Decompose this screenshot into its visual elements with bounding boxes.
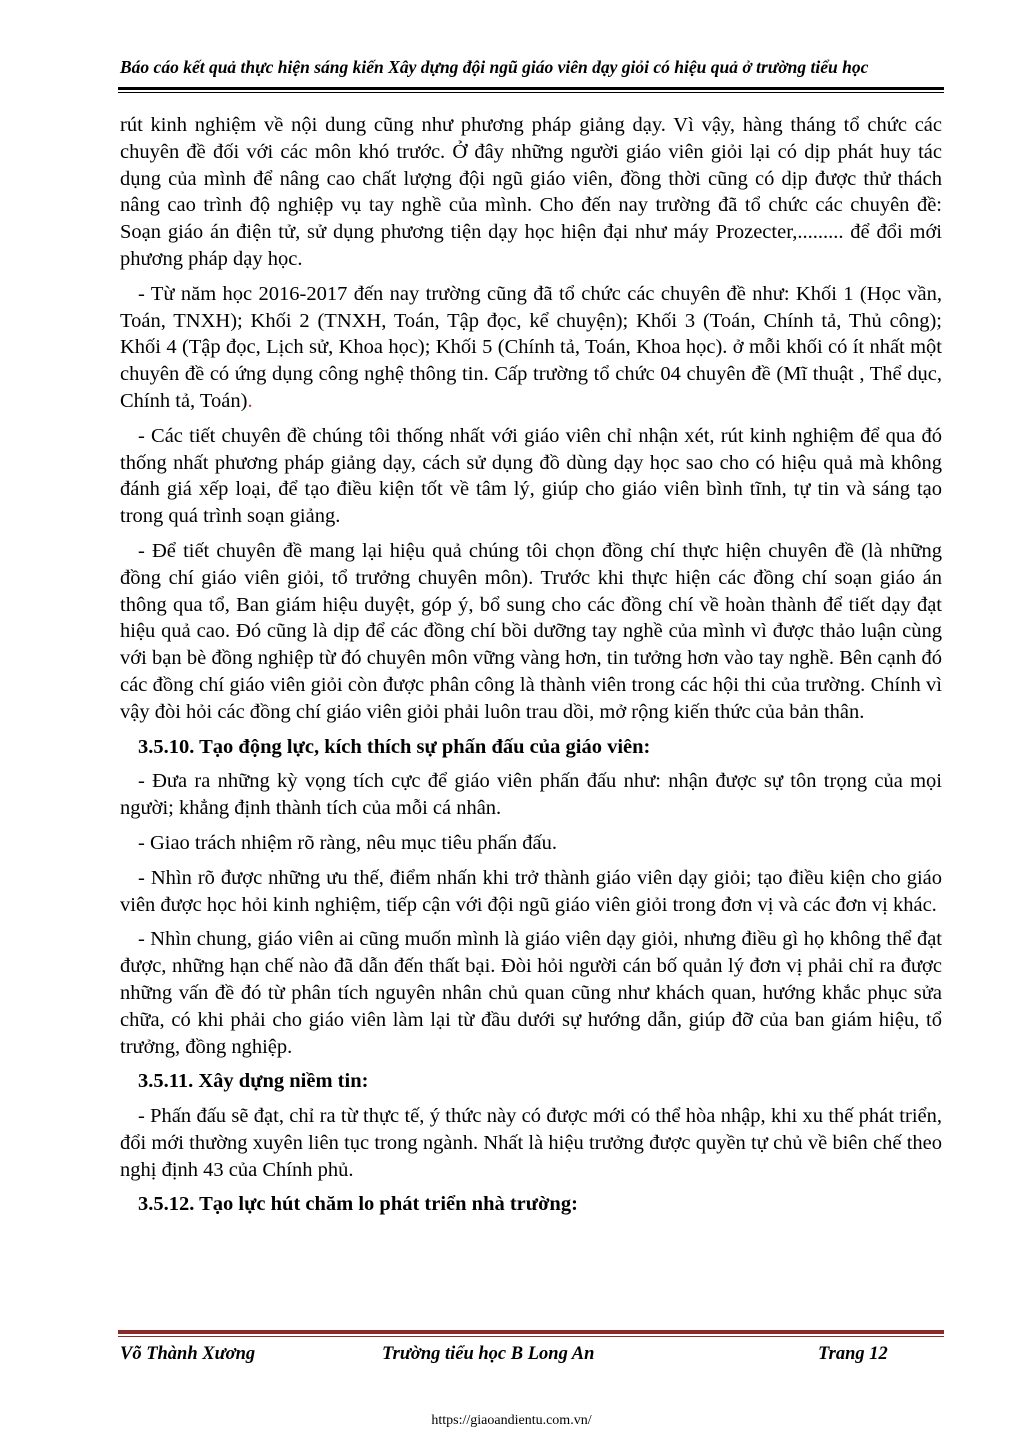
paragraph-end-mark: . <box>247 389 253 412</box>
section-heading: 3.5.11. Xây dựng niềm tin: <box>138 1070 369 1093</box>
paragraph: - Nhìn rõ được những ưu thế, điểm nhấn khi trở thành giáo viên dạy giỏi; tạo điều kiện cho giáo viên được học hỏi kinh nghiệm, tiếp cận với đội ngũ giáo viên giỏi trong đơn vị và các đơn vị khác. <box>120 866 942 916</box>
paragraph-text: - Từ năm học 2016-2017 đến nay trường cũng đã tổ chức các chuyên đề như: Khối 1 (Học vần, Toán, TNXH); Khối 2 (TNXH, Toán, Tập đọc, kể chuyện); Khối 3 (Toán, Chính tả, Thủ công); Khối 4 (Tập đọc, Lịch sử, Khoa học); Khối 5 (Chính tả, Toán, Khoa học). ở mỗi khối có ít nhất một chuyên đề có ứng dụng công nghệ thông tin. Cấp trường tổ chức 04 chuyên đề (Mĩ thuật , Thể dục, Chính tả, Toán) <box>120 282 942 412</box>
paragraph: - Các tiết chuyên đề chúng tôi thống nhất với giáo viên chỉ nhận xét, rút kinh nghiệm để qua đó thống nhất phương pháp giảng dạy, cách sử dụng đồ dùng dạy học sao cho có hiệu quả mà không đánh giá xếp loại, để tạo điều kiện tốt về tâm lý, giúp cho giáo viên bình tĩnh, tự tin và sáng tạo trong quá trình soạn giảng. <box>120 424 942 528</box>
footer-page-number: Trang 12 <box>818 1344 888 1364</box>
header-rule-thin <box>118 92 944 93</box>
header-rule <box>118 87 944 90</box>
paragraph: - Nhìn chung, giáo viên ai cũng muốn mình là giáo viên dạy giỏi, nhưng điều gì họ không thể đạt được, những hạn chế nào đã dẫn đến thất bại. Đòi hỏi người cán bố quản lý đơn vị phải chỉ ra được những vấn đề đó từ phân tích nguyên nhân chủ quan cũng như khách quan, hướng khắc phục sửa chữa, có khi phải cho giáo viên làm lại từ đầu dưới sự hướng dẫn, giúp đỡ của ban giám hiệu, tổ trưởng, đồng nghiệp. <box>120 928 942 1058</box>
paragraph: rút kinh nghiệm về nội dung cũng như phương pháp giảng dạy. Vì vậy, hàng tháng tổ chức các chuyên đề đối với các môn khó trước. Ở đây những người giáo viên giỏi lại có dịp phát huy tác dụng của mình để nâng cao chất lượng đội ngũ giáo viên, đồng thời cũng có dịp được thử thách nâng cao trình độ nghiệp vụ tay nghề của mình. Cho đến nay trường đã tổ chức các chuyên đề: Soạn giáo án điện tử, sử dụng phương tiện dạy học hiện đại như máy Prozecter,......... để đổi mới phương pháp dạy học. <box>120 114 942 270</box>
footer-rule <box>118 1330 944 1334</box>
footer-author: Võ Thành Xương <box>120 1344 256 1364</box>
source-url: https://giaoandientu.com.vn/ <box>431 1413 592 1428</box>
paragraph <box>120 281 942 415</box>
footer-rule-thin <box>118 1336 944 1337</box>
document-footer <box>120 1344 942 1368</box>
document-header-title: Báo cáo kết quả thực hiện sáng kiến Xây dựng đội ngũ giáo viên dạy giỏi có hiệu quả ở trường tiểu học <box>120 57 869 77</box>
section-heading: 3.5.12. Tạo lực hút chăm lo phát triển nhà trường: <box>138 1193 578 1216</box>
paragraph: - Để tiết chuyên đề mang lại hiệu quả chúng tôi chọn đồng chí thực hiện chuyên đề (là những đồng chí giáo viên giỏi, tổ trưởng chuyên môn). Trước khi thực hiện các đồng chí soạn giáo án thông qua tổ, Ban giám hiệu duyệt, góp ý, bổ sung cho các đồng chí về hoàn thành để tiết dạy đạt hiệu quả cao. Đó cũng là dịp để các đồng chí bồi dưỡng tay nghề của mình vì được thảo luận cùng với bạn bè đồng nghiệp từ đó chuyên môn vững vàng hơn, tin tưởng hơn vào tay nghề. Bên cạnh đó các đồng chí giáo viên giỏi còn được phân công là thành viên trong các hội thi của trường. Chính vì vậy đòi hỏi các đồng chí giáo viên giỏi phải luôn trau dồi, mở rộng kiến thức của bản thân. <box>120 539 942 723</box>
paragraph: - Đưa ra những kỳ vọng tích cực để giáo viên phấn đấu như: nhận được sự tôn trọng của mọi người; khẳng định thành tích của mỗi cá nhân. <box>120 770 942 820</box>
footer-school: Trường tiểu học B Long An <box>382 1344 595 1364</box>
document-body <box>120 112 942 1226</box>
paragraph: - Phấn đấu sẽ đạt, chỉ ra từ thực tế, ý thức này có được mới có thể hòa nhập, khi xu thế phát triển, đổi mới thường xuyên liên tục trong ngành. Nhất là hiệu trưởng được quyền tự chủ về biên chế theo nghị định 43 của Chính phủ. <box>120 1105 942 1181</box>
paragraph: - Giao trách nhiệm rõ ràng, nêu mục tiêu phấn đấu. <box>138 831 557 854</box>
section-heading: 3.5.10. Tạo động lực, kích thích sự phấn đấu của giáo viên: <box>138 735 651 758</box>
